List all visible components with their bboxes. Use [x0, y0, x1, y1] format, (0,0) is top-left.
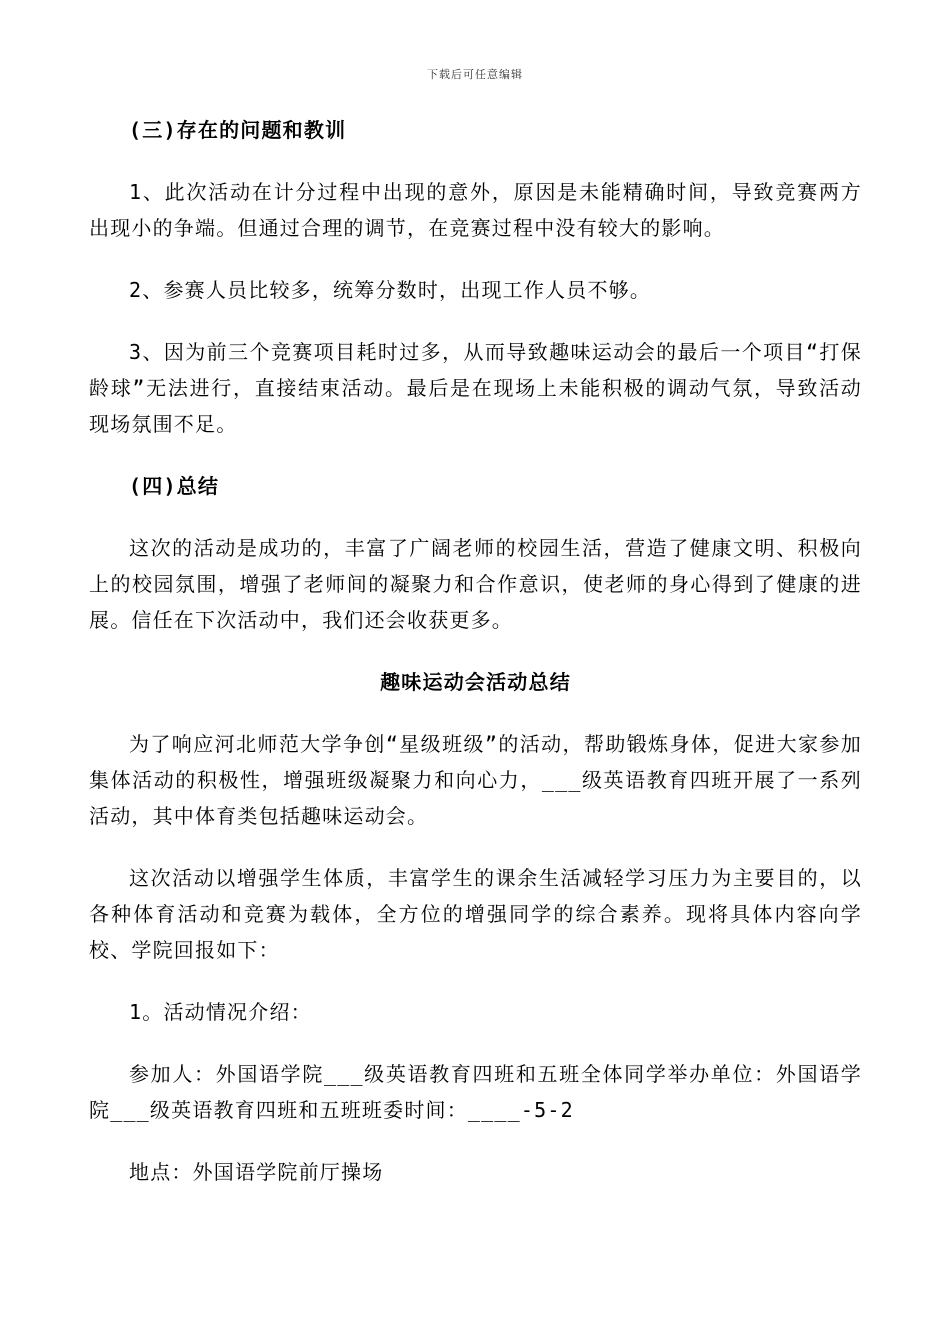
document-body [89, 112, 862, 1190]
paragraph: 3、因为前三个竞赛项目耗时过多，从而导致趣味运动会的最后一个项目“打保龄球”无法进行，直接结束活动。最后是在现场上未能积极的调动气氛，导致活动现场氛围不足。 [89, 340, 862, 436]
spacer [89, 442, 862, 468]
spacer [89, 1128, 862, 1154]
spacer [89, 834, 862, 860]
paragraph: 1、此次活动在计分过程中出现的意外，原因是未能精确时间，导致竞赛两方出现小的争端。但通过合理的调节，在竞赛过程中没有较大的影响。 [89, 180, 862, 240]
spacer [89, 148, 862, 174]
spacer [89, 1030, 862, 1056]
spacer [89, 504, 862, 530]
spacer [89, 246, 862, 272]
paragraph: 这次活动以增强学生体质，丰富学生的课余生活减轻学习压力为主要目的，以各种体育活动和竞赛为载体，全方位的增强同学的综合素养。现将具体内容向学校、学院回报如下： [89, 866, 862, 962]
section-4-heading: (四)总结 [129, 474, 220, 498]
paragraph: 为了响应河北师范大学争创“星级班级”的活动，帮助锻炼身体，促进大家参加集体活动的积极性，增强班级凝聚力和向心力，___级英语教育四班开展了一系列活动，其中体育类包括趣味运动会。 [89, 732, 862, 828]
paragraph: 2、参赛人员比较多，统筹分数时，出现工作人员不够。 [129, 278, 652, 302]
section-title: 趣味运动会活动总结 [380, 670, 571, 694]
spacer [89, 638, 862, 664]
section-3-heading: (三)存在的问题和教训 [129, 118, 347, 142]
paragraph: 地点：外国语学院前厅操场 [129, 1160, 384, 1184]
spacer [89, 308, 862, 334]
header-note: 下载后可任意编辑 [427, 68, 523, 81]
paragraph: 1。活动情况介绍： [129, 1000, 312, 1024]
paragraph: 这次的活动是成功的，丰富了广阔老师的校园生活，营造了健康文明、积极向上的校园氛围，增强了老师间的凝聚力和合作意识，使老师的身心得到了健康的进展。信任在下次活动中，我们还会收获更多。 [89, 536, 862, 632]
spacer [89, 700, 862, 726]
paragraph: 参加人：外国语学院___级英语教育四班和五班全体同学举办单位：外国语学院___级英语教育四班和五班班委时间：____-5-2 [89, 1062, 862, 1122]
spacer [89, 968, 862, 994]
